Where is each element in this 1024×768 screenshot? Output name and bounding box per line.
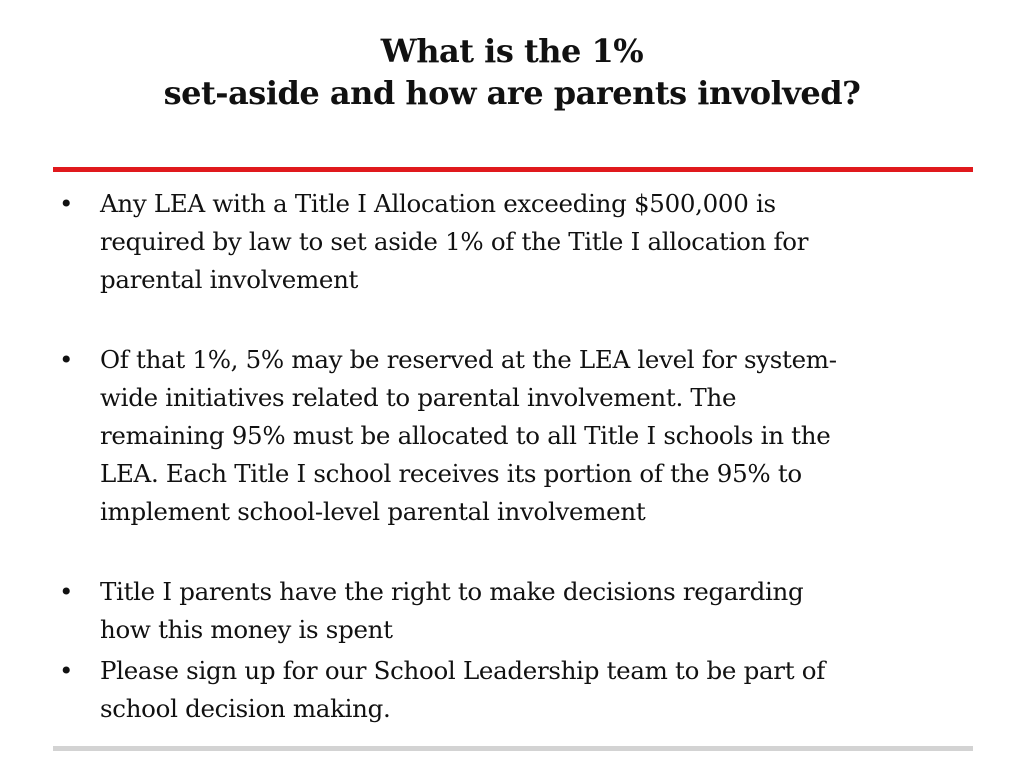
- bullet-line: wide initiatives related to parental involvement. The: [100, 383, 737, 412]
- bullet-line: implement school-level parental involvement: [100, 497, 646, 526]
- bullet-item-sign-up: [57, 652, 937, 728]
- bullet-line: • Please sign up for our School Leadership team to be part of: [100, 656, 825, 685]
- bullet-line: LEA. Each Title I school receives its portion of the 95% to: [100, 459, 802, 488]
- bullet-item-parent-rights: [57, 573, 937, 649]
- footer-divider: [53, 746, 973, 751]
- bullet-item-reservation: [57, 341, 937, 531]
- bullet-line: • Any LEA with a Title I Allocation exceeding $500,000 is: [100, 189, 776, 218]
- title-divider: [53, 167, 973, 172]
- bullet-line: how this money is spent: [100, 615, 393, 644]
- bullet-item-allocation: [57, 185, 937, 299]
- bullet-list: [57, 185, 937, 728]
- slide-title-line-1: What is the 1%: [380, 32, 644, 70]
- bullet-line: school decision making.: [100, 694, 391, 723]
- bullet-line: parental involvement: [100, 265, 359, 294]
- slide-title-line-2: set-aside and how are parents involved?: [163, 74, 861, 112]
- bullet-line: • Title I parents have the right to make decisions regarding: [100, 577, 804, 606]
- bullet-line: remaining 95% must be allocated to all Title I schools in the: [100, 421, 831, 450]
- bullet-line: • Of that 1%, 5% may be reserved at the LEA level for system-: [100, 345, 837, 374]
- bullet-line: required by law to set aside 1% of the Title I allocation for: [100, 227, 809, 256]
- slide-title: [0, 30, 1024, 114]
